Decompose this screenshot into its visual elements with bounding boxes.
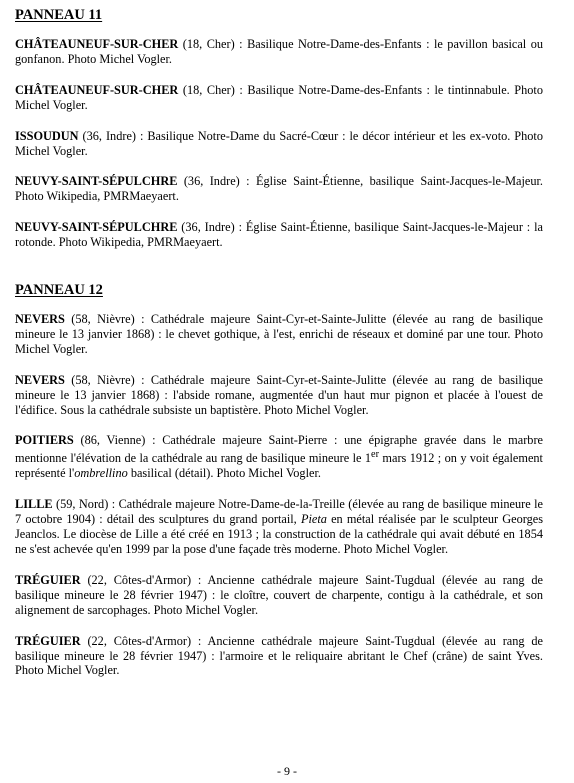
caption-entry (15, 129, 543, 159)
caption-text: (36, Indre) : Église Saint-Étienne, basilique Saint-Jacques-le-Majeur : la rotonde. Photo Wikipedia, PMRMaeyaert. (15, 220, 543, 250)
panel-12-heading: PANNEAU 12 (15, 282, 103, 298)
caption-text: mars 1912 ; on y voit également représenté l' (15, 451, 543, 481)
caption-entry (15, 634, 543, 679)
caption-text: (59, Nord) : Cathédrale majeure Notre-Dame-de-la-Treille (élevée au rang de basilique mineure le 7 octobre 1904) : détail des sculptures du grand portail, (15, 497, 543, 527)
panel-11-heading: PANNEAU 11 (15, 7, 103, 23)
place-name: NEUVY-SAINT-SÉPULCHRE (15, 174, 178, 189)
caption-entry (15, 220, 543, 250)
caption-text: (18, Cher) : Basilique Notre-Dame-des-Enfants : le tintinnabule. Photo Michel Vogler. (15, 82, 543, 112)
caption-entry (15, 83, 543, 113)
place-name: LILLE (15, 497, 53, 512)
place-name: POITIERS (15, 433, 74, 448)
place-name: TRÉGUIER (15, 572, 81, 587)
caption-text: (18, Cher) : Basilique Notre-Dame-des-Enfants : le pavillon basical ou gonfanon. Photo Michel Vogler. (15, 37, 543, 66)
place-name: TRÉGUIER (15, 633, 81, 648)
place-name: ISSOUDUN (15, 128, 79, 143)
caption-entry (15, 37, 543, 67)
superscript: er (371, 449, 379, 461)
panel-11-section (15, 37, 543, 266)
place-name: NEVERS (15, 312, 65, 326)
caption-text: (36, Indre) : Basilique Notre-Dame du Sacré-Cœur : le décor intérieur et les ex-voto. Photo Michel Vogler. (15, 128, 543, 158)
caption-text: (22, Côtes-d'Armor) : Ancienne cathédrale majeure Saint-Tugdual (élevée au rang de basilique mineure le 28 février 1947) : le cloître, couvert de charpente, contigu à la cathédrale, et son alignement de sarcophages. Photo Michel Vogler. (15, 572, 543, 617)
caption-text: en métal réalisée par le sculpteur Georges Jeanclos. Le diocèse de Lille a été créé en 1913 ; la construction de la cathédrale qui avait débuté en 1854 ne s'est achevée qu'en 1999 par la pose d'une façade très moderne. Photo Michel Vogler. (15, 512, 543, 556)
caption-entry (15, 497, 543, 557)
caption-entry (15, 433, 543, 481)
caption-entry (15, 312, 543, 357)
italic-term: Pieta (300, 512, 327, 527)
place-name: NEUVY-SAINT-SÉPULCHRE (15, 220, 178, 235)
panel-12-section (15, 312, 543, 694)
place-name: CHÂTEAUNEUF-SUR-CHER (15, 37, 179, 51)
caption-text: (36, Indre) : Église Saint-Étienne, basilique Saint-Jacques-le-Majeur. Photo Wikipedia, PMRMaeyaert. (15, 174, 543, 204)
caption-text: (58, Nièvre) : Cathédrale majeure Saint-Cyr-et-Sainte-Julitte (élevée au rang de basilique mineure le 13 janvier 1868) : l'abside romane, augmentée d'un haut mur pignon et placée à l'ouest de l'édifice. Sous la cathédrale subsiste un baptistère. Photo Michel Vogler. (15, 372, 543, 417)
caption-entry (15, 373, 543, 418)
italic-term: ombrellino (74, 466, 128, 481)
place-name: NEVERS (15, 372, 65, 387)
caption-text: (86, Vienne) : Cathédrale majeure Saint-Pierre : une épigraphe gravée dans le marbre mentionne l'élévation de la cathédrale au rang de basilique mineure le 1 (15, 433, 543, 466)
caption-text: (58, Nièvre) : Cathédrale majeure Saint-Cyr-et-Sainte-Julitte (élevée au rang de basilique mineure le 13 janvier 1868) : le chevet gothique, à l'est, enrichi de réseaux et dominé par une tour. Photo Michel Vogler. (15, 312, 543, 356)
place-name: CHÂTEAUNEUF-SUR-CHER (15, 82, 179, 97)
caption-text: (22, Côtes-d'Armor) : Ancienne cathédrale majeure Saint-Tugdual (élevée au rang de basilique mineure le 28 février 1947) : l'armoire et le reliquaire abritant le Chef (crâne) de saint Yves. Photo Michel Vogler. (15, 633, 543, 678)
caption-entry (15, 174, 543, 204)
page-number: - 9 - (277, 764, 297, 778)
caption-entry (15, 573, 543, 618)
caption-text: basilical (détail). Photo Michel Vogler. (127, 466, 321, 481)
